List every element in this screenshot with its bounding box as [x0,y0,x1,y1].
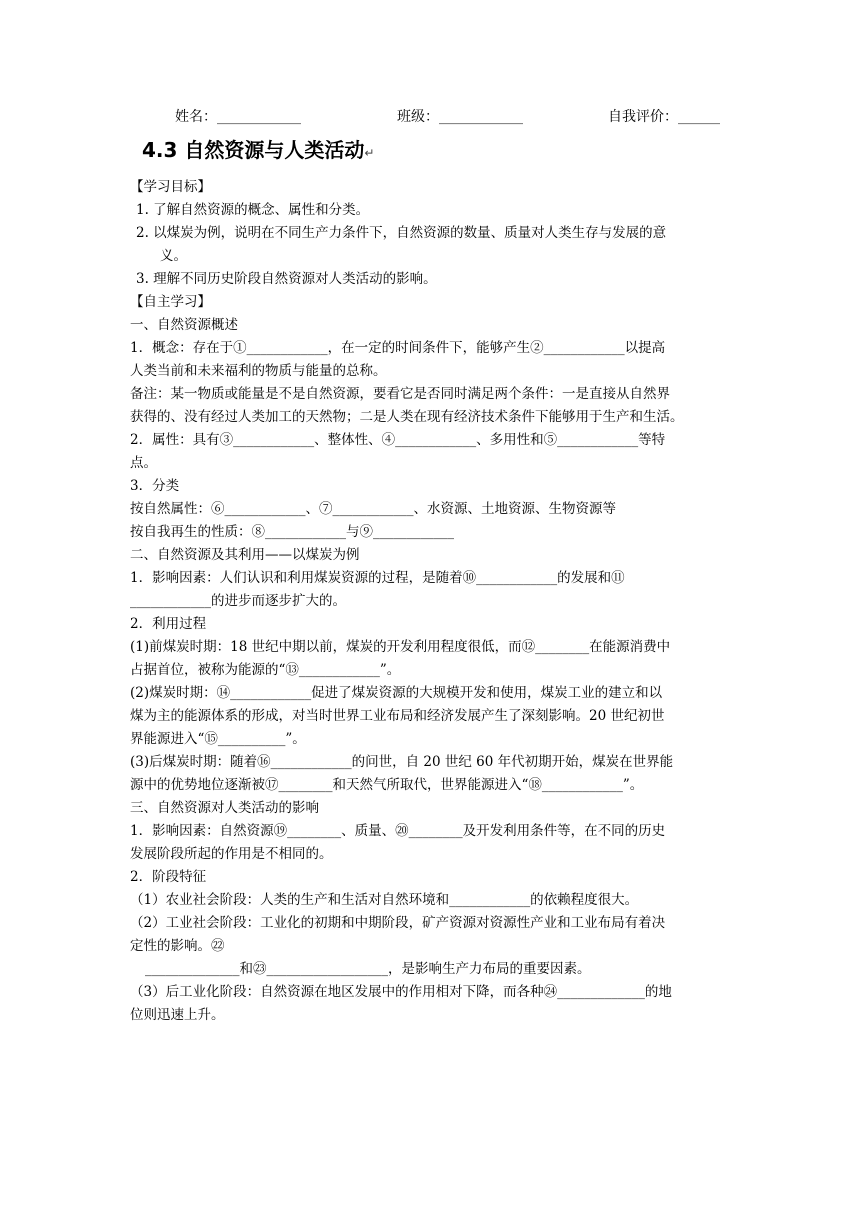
section-heading-objectives: 【学习目标】 [130,179,211,195]
text-line: （2）工业社会阶段：工业化的初期和中期阶段，矿产资源对资源性产业和工业布局有着决 [130,915,666,931]
text-line: 按自我再生的性质：⑧____________与⑨____________ [130,524,454,540]
text-line: ______________和㉓__________________，是影响生产力布局的重要因素。 [145,961,591,977]
text-line: ____________的进步而逐步扩大的。 [130,593,346,609]
paragraph-mark-icon: ↵ [364,146,375,160]
note-line: 获得的、没有经过人类加工的天然物；二是人类在现有经济技术条件下能够用于生产和生活。 [130,409,684,425]
text-line: 点。 [130,455,157,471]
text-line: 3．分类 [130,478,180,494]
subsection-heading: 二、自然资源及其利用——以煤炭为例 [130,547,360,563]
text-line: 界能源进入“⑮__________”。 [130,731,306,747]
subsection-heading: 三、自然资源对人类活动的影响 [130,800,319,816]
text-line: (1)前煤炭时期：18 世纪中期以前，煤炭的开发利用程度很低，而⑫________在能源消费中 [130,639,671,655]
text-line: 按自然属性：⑥____________、⑦____________、水资源、土地资源、生物资源等 [130,501,616,517]
objective-item: 1. 了解自然资源的概念、属性和分类。 [136,202,370,218]
text-line: 源中的优势地位逐渐被⑰________和天然气所取代，世界能源进入“⑱____________”。 [130,777,644,793]
name-field-label: 姓名：____________ [175,109,301,125]
text-line: 2．利用过程 [130,616,207,632]
text-line: 2．阶段特征 [130,869,207,885]
text-line: 煤为主的能源体系的形成，对当时世界工业布局和经济发展产生了深刻影响。20 世纪初世 [130,708,665,724]
text-line: 发展阶段所起的作用是不相同的。 [130,846,333,862]
text-line: 占据首位，被称为能源的“⑬____________”。 [130,662,401,678]
text-line: 1．影响因素：人们认识和利用煤炭资源的过程，是随着⑩____________的发展和⑪ [130,570,625,586]
text-line: 定性的影响。㉒ [130,938,225,954]
header-row [175,102,735,126]
text-line: 1．影响因素：自然资源⑲________、质量、⑳________及开发利用条件等，在不同的历史 [130,823,666,839]
text-line: 1．概念：存在于①____________，在一定的时间条件下，能够产生②____________以提高 [130,340,666,356]
note-line: 备注：某一物质或能量是不是自然资源，要看它是否同时满足两个条件：一是直接从自然界 [130,386,670,402]
text-line: （1）农业社会阶段：人类的生产和生活对自然环境和____________的依赖程度很大。 [130,892,639,908]
section-heading-self-study: 【自主学习】 [130,294,211,310]
text-line: 人类当前和未来福利的物质与能量的总称。 [130,363,387,379]
text-line: 2．属性：具有③____________、整体性、④____________、多用性和⑤____________等特 [130,432,666,448]
page-title [142,134,374,163]
title-text: 4.3 自然资源与人类活动 [142,138,365,162]
text-line: (2)煤炭时期：⑭____________促进了煤炭资源的大规模开发和使用，煤炭工业的建立和以 [130,685,663,701]
self-evaluation-label: 自我评价：______ [608,109,720,125]
objective-item-continued: 义。 [160,248,187,264]
objective-item: 3. 理解不同历史阶段自然资源对人类活动的影响。 [136,271,437,287]
class-field-label: 班级：____________ [397,109,523,125]
text-line: (3)后煤炭时期：随着⑯____________的问世，自 20 世纪 60 年代初期开始，煤炭在世界能 [130,754,674,770]
objective-item: 2. 以煤炭为例，说明在不同生产力条件下，自然资源的数量、质量对人类生存与发展的意 [136,225,667,241]
worksheet-body [130,176,730,1027]
text-line: （3）后工业化阶段：自然资源在地区发展中的作用相对下降，而各种㉔_____________的地 [130,984,672,1000]
text-line: 位则迅速上升。 [130,1007,225,1023]
subsection-heading: 一、自然资源概述 [130,317,238,333]
